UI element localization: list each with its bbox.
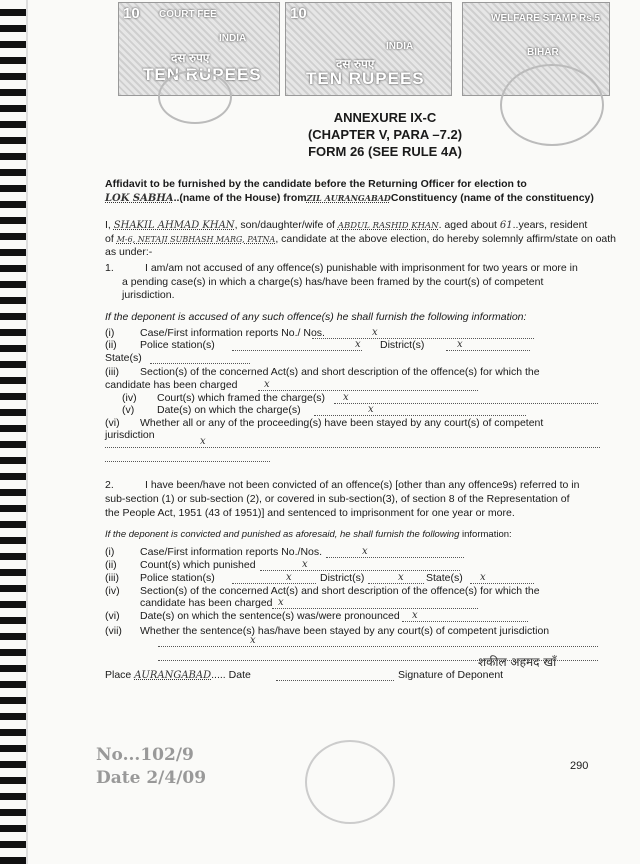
s2-item-num: (iv) (105, 585, 120, 597)
address-value: M-6, NETAJI SUBHASH MARG, PATNA (116, 235, 276, 244)
s2-item-num: (iii) (105, 572, 119, 584)
declaration-line-2 (105, 233, 616, 246)
age-value: 61 (499, 220, 513, 231)
stamp-value: Rs.5 (579, 13, 601, 24)
stamp-date: Date 2/4/09 (96, 768, 207, 788)
fill-line (258, 390, 478, 391)
s1-item-label: Case/First information reports No./ Nos. (140, 327, 325, 339)
fill-line (105, 447, 600, 448)
s1-item-label: candidate has been charged (105, 379, 238, 391)
s1-item-label: Court(s) which framed the charge(s) (157, 392, 326, 404)
stamp-hindi: दस रुपए (171, 51, 210, 65)
fill-line (326, 557, 464, 558)
fill-line (105, 461, 270, 462)
stamp-country: INDIA (386, 41, 414, 52)
cross-mark: x (286, 572, 292, 583)
s1-item-extra: District(s) (380, 339, 425, 351)
deponent-name: SHAKIL AHMAD KHAN (113, 220, 235, 231)
declaration-line-3: as under:- (105, 246, 153, 258)
cross-mark: x (264, 379, 270, 390)
s1-item-num: (iii) (105, 366, 119, 378)
spiral-binding (0, 0, 26, 864)
fill-line (402, 621, 528, 622)
cross-mark: x (362, 546, 368, 557)
s1-item-label: Section(s) of the concerned Act(s) and short description of the offence(s) for which the (140, 366, 540, 378)
chapter-title: (CHAPTER V, PARA –7.2) (307, 127, 463, 142)
fill-line (368, 583, 424, 584)
stamp-state: BIHAR (527, 47, 559, 58)
fill-line (272, 608, 478, 609)
s2-item-num: (i) (105, 546, 115, 558)
court-fee-stamp-middle (285, 2, 452, 96)
father-name: ABDUL RASHID KHAN (337, 221, 439, 231)
cross-mark: x (372, 327, 378, 338)
place-value: AURANGABAD (134, 670, 212, 681)
stamp-hindi: दस रुपए (336, 57, 375, 71)
s2-item-label: Section(s) of the concerned Act(s) and short description of the offence(s) for which the (140, 585, 540, 597)
declaration-line-1 (105, 219, 587, 233)
s1-item-num: (ii) (105, 339, 117, 351)
s1-item-num: (iv) (122, 392, 137, 404)
s1-item-label: Whether all or any of the proceeding(s) have been stayed by any court(s) of competent (140, 417, 544, 429)
cross-mark: x (250, 635, 256, 646)
decl-text: I, (105, 219, 111, 231)
fill-line (276, 680, 394, 681)
section-1-instruction: If the deponent is accused of any such offence(s) he shall furnish the following information: (105, 311, 527, 323)
place-label: Place (105, 669, 132, 681)
s2-item-num: (vii) (105, 625, 122, 637)
cross-mark: x (398, 572, 404, 583)
deponent-signature: शकील अहमद खाँ (478, 655, 557, 669)
stamp-value: 10 (123, 5, 140, 22)
cross-mark: x (343, 392, 349, 403)
stamp-label: COURT FEE (159, 9, 217, 20)
section-1-line-1: I am/am not accused of any offence(s) punishable with imprisonment for two years or more in (145, 262, 578, 274)
s2-item-label: Whether the sentence(s) has/have been stayed by any court(s) of competent jurisdiction (140, 625, 550, 637)
cross-mark: x (480, 572, 486, 583)
section-2-line-3: the People Act, 1951 (43 of 1951)] and sentenced to imprisonment for one year or more. (105, 507, 515, 519)
s2-item-num: (ii) (105, 559, 117, 571)
fill-line (232, 583, 316, 584)
s2-item-num: (vi) (105, 610, 120, 622)
stamp-number: No...102/9 (96, 745, 194, 765)
section-2-line-1: I have been/have not been convicted of an offence(s) [other than any offence9s) referred to in (145, 479, 580, 491)
decl-text: ..years, resident (512, 219, 588, 231)
intro-text: Constituency (name of the constituency) (390, 192, 594, 204)
intro-text: ..(name of the House) from (173, 192, 307, 204)
s2-item-label: Date(s) on which the sentence(s) was/were pronounced (140, 610, 400, 622)
stamp-country: INDIA (219, 33, 247, 44)
office-seal (305, 740, 395, 824)
cross-mark: x (302, 559, 308, 570)
section-2-line-2: sub-section (1) or sub-section (2), or covered in sub-section(3), of section 8 of the Representation of (105, 493, 570, 505)
decl-text: . aged about (438, 219, 497, 231)
s1-item-label: Police station(s) (140, 339, 215, 351)
section-1-line-2: a pending case(s) in which a charge(s) has/have been framed by the court(s) of competent (122, 276, 544, 288)
date-label: Date (228, 669, 251, 681)
s2-item-label: candidate has been charged (140, 597, 273, 609)
intro-line-1: Affidavit to be furnished by the candidate before the Returning Officer for election to (105, 178, 527, 190)
cross-mark: x (412, 610, 418, 621)
fill-line (158, 646, 598, 647)
section-2-number: 2. (105, 479, 114, 491)
place-row: Place AURANGABAD..... Date (105, 669, 251, 681)
fill-line (150, 363, 250, 364)
instruction-italic: If the deponent is convicted and punished as aforesaid, he shall furnish the following (105, 529, 460, 540)
s1-item-label: Date(s) on which the charge(s) (157, 404, 301, 416)
page-number: 290 (570, 760, 589, 772)
constituency-value: ZIL AURANGABAD (306, 193, 391, 203)
s1-item-label: State(s) (105, 352, 142, 364)
stamp-word: TEN RUPEES (306, 69, 425, 88)
cross-mark: x (355, 339, 361, 350)
s2-item-extra: State(s) (426, 572, 463, 584)
fill-line (314, 415, 526, 416)
decl-text: , candidate at the above election, do hereby solemnly affirm/state on oath (275, 233, 617, 245)
s1-item-label: jurisdiction (105, 429, 155, 441)
s1-item-num: (vi) (105, 417, 120, 429)
signature-label: Signature of Deponent (398, 669, 504, 681)
stamp-value: 10 (290, 5, 307, 22)
decl-text: of (105, 233, 114, 245)
stamp-word: TEN RUPEES (143, 65, 262, 84)
house-value: LOK SABHA (105, 193, 174, 204)
decl-text: , son/daughter/wife of (234, 219, 335, 231)
cross-mark: x (457, 339, 463, 350)
s1-item-num: (v) (122, 404, 135, 416)
intro-line-2 (105, 192, 594, 205)
s2-item-extra: District(s) (320, 572, 365, 584)
section-2-instruction (105, 528, 512, 541)
annexure-title: ANNEXURE IX-C (333, 110, 437, 125)
s2-item-label: Count(s) which punished (140, 559, 256, 571)
cross-mark: x (278, 597, 284, 608)
s2-item-label: Case/First information reports No./Nos. (140, 546, 323, 558)
fill-line (232, 350, 362, 351)
s1-item-num: (i) (105, 327, 115, 339)
cross-mark: x (368, 404, 374, 415)
cross-mark: x (200, 436, 206, 447)
section-1-number: 1. (105, 262, 114, 274)
s2-item-label: Police station(s) (140, 572, 215, 584)
instruction-plain: information: (462, 529, 512, 540)
form-title: FORM 26 (SEE RULE 4A) (308, 144, 462, 159)
stamp-label: WELFARE STAMP (491, 13, 577, 24)
binding-edge (26, 0, 28, 864)
section-1-line-3: jurisdiction. (122, 289, 175, 301)
